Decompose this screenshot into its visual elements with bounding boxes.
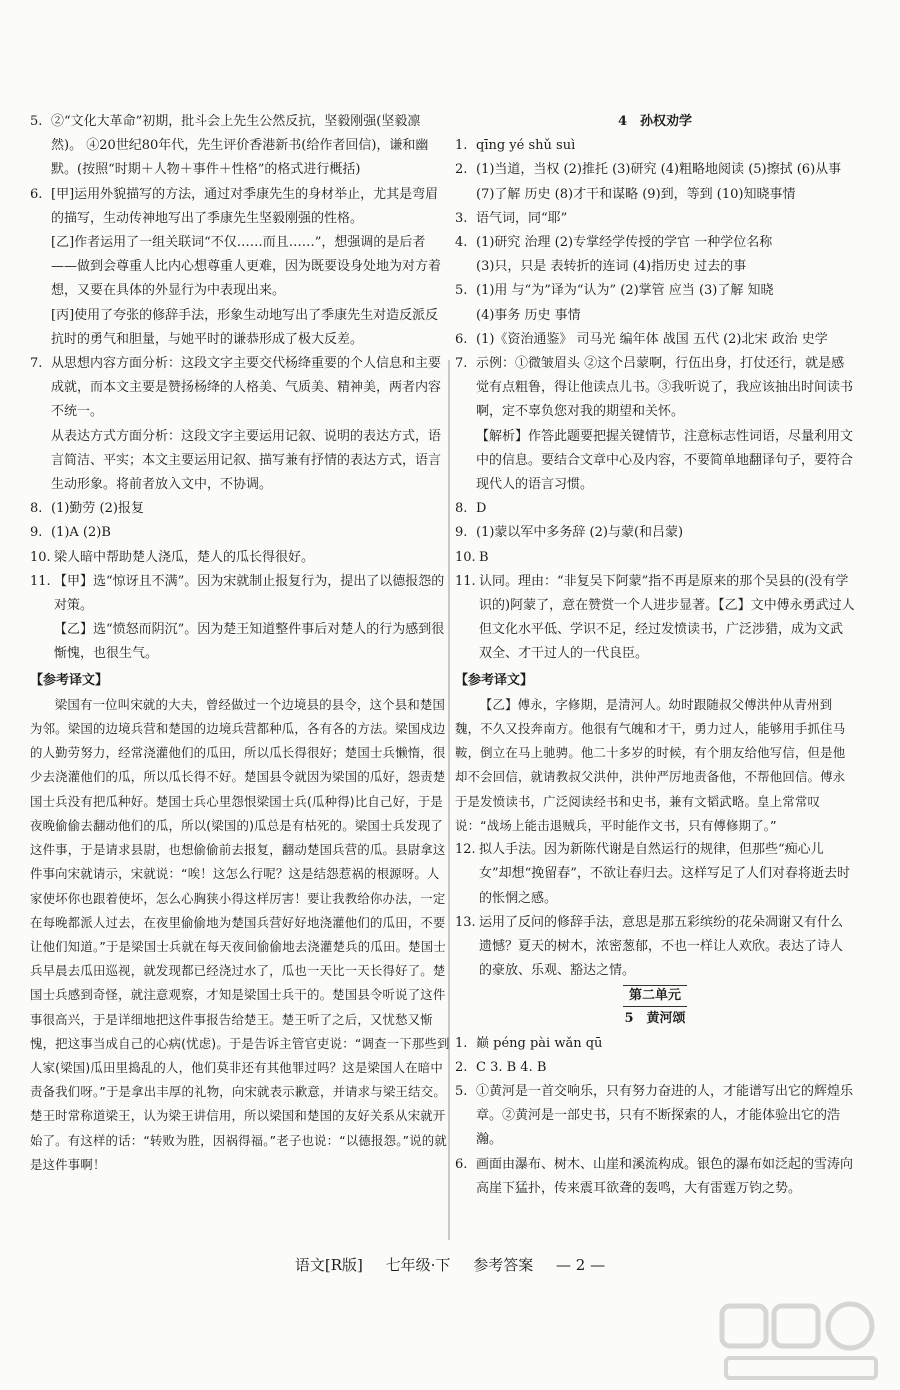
answer-line: (1)用 与“为”译为“认为” (2)掌管 应当 (3)了解 知晓 (476, 283, 774, 299)
answer-body (476, 279, 855, 327)
column-divider (448, 360, 450, 1240)
answer-item (455, 1153, 855, 1201)
answer-number: 2. (455, 1059, 468, 1075)
answer-item (455, 352, 855, 497)
answer-body (51, 497, 450, 521)
answer-number: 2. (455, 162, 468, 178)
answer-line: 拟人手法。因为新陈代谢是自然运行的规律，但那些“痴心儿女”却想“挽留春”，不欲让春归去。这样写足了人们对春将逝去时的怅惘之感。 (479, 842, 850, 906)
answer-body (479, 546, 855, 570)
answer-line: (1)《资治通鉴》 司马光 编年体 战国 五代 (2)北宋 政治 史学 (476, 331, 828, 347)
answer-item (30, 352, 450, 497)
answer-line: (1)当道，当权 (2)推托 (3)研究 (4)粗略地阅读 (5)擦拭 (6)从事 (7)了解 历史 (8)才干和谋略 (9)到，等到 (10)知晓事情 (476, 162, 842, 202)
answer-number: 6. (30, 186, 43, 202)
reference-translation-title: 【参考译文】 (455, 672, 534, 688)
answer-item (455, 546, 855, 570)
answer-item (455, 207, 855, 231)
answer-line: ①黄河是一首交响乐，只有努力奋进的人，才能谱写出它的辉煌乐章。②黄河是一部史书，只有不断探索的人，才能体验出它的浩瀚。 (476, 1083, 854, 1148)
answer-body (476, 521, 855, 545)
answer-line: (1)蒙以军中多务辞 (2)与蒙(和吕蒙) (476, 525, 684, 541)
footer-grade: 七年级·下 (385, 1256, 451, 1274)
answer-item (455, 1032, 855, 1056)
answer-body (476, 328, 855, 352)
answer-body (476, 134, 855, 158)
answer-item (455, 279, 855, 327)
answer-line: 认同。理由：“非复吴下阿蒙”指不再是原来的那个吴县的(没有学识的)阿蒙了，意在赞赏一个人进步显著。【乙】文中傅永勇武过人但文化水平低、学识不足，经过发愤读书，广泛涉猎，成为文武双全、才干过人的一代良臣。 (479, 573, 855, 662)
page-footer (0, 1254, 900, 1275)
section-title: 4 孙权劝学 (617, 114, 693, 129)
answer-line: 示例：①微皱眉头 ②这个吕蒙啊，行伍出身，打仗还行，就是感觉有点粗鲁，得让他读点儿书。③我听说了，我应该抽出时间读书啊，定不辜负您对我的期望和关怀。 (476, 356, 854, 420)
answer-number: 13. (455, 914, 476, 930)
answer-line: 【解析】作答此题要把握关键情节，注意标志性词语，尽量利用文中的信息。要结合文章中心及内容，不要简单地翻译句子，要符合现代人的语言习惯。 (476, 428, 854, 493)
answer-body (54, 546, 450, 570)
answer-item (455, 497, 855, 521)
answer-line: 语气词，同“耶” (476, 210, 568, 226)
answer-line: C 3. B 4. B (476, 1059, 547, 1075)
answer-body (51, 183, 450, 352)
answer-body (476, 207, 855, 231)
answer-number: 6. (455, 331, 468, 347)
answer-item (455, 570, 855, 667)
answer-body (51, 352, 450, 497)
answer-number: 5. (455, 1083, 468, 1099)
answer-line: 梁人暗中帮助楚人浇瓜，楚人的瓜长得很好。 (54, 549, 315, 565)
answer-line: qīng yé shǔ suì (476, 138, 576, 154)
answer-line: [乙]作者运用了一组关联词“不仅……而且……”，想强调的是后者——做到会尊重人比内心想尊重人更难，因为既要设身处地为对方着想，又要在具体的外显行为中表现出来。 (51, 235, 442, 299)
answer-line: (3)只，只是 表转折的连词 (4)指历史 过去的事 (476, 259, 747, 275)
answer-item (455, 521, 855, 545)
answer-body (476, 352, 855, 497)
answer-line: (1)研究 治理 (2)专掌经学传授的学官 一种学位名称 (476, 235, 773, 251)
answer-number: 7. (30, 356, 43, 372)
answer-item (30, 497, 450, 521)
answer-number: 9. (30, 525, 43, 541)
answer-number: 10. (455, 549, 476, 565)
answer-line: (1)A (2)B (51, 525, 111, 541)
answer-number: 5. (455, 283, 468, 299)
unit-title-wrap (455, 985, 855, 1007)
answer-body (476, 1032, 855, 1056)
answer-line: 从表达方式方面分析：这段文字主要运用记叙、说明的表达方式，语言简洁、平实；本文主要运用记叙、描写兼有抒情的表达方式，语言生动形象。将前者放入文中，不协调。 (51, 428, 442, 493)
reference-translation-text: 【乙】傅永，字修期，是清河人。幼时跟随叔父傅洪仲从青州到魏，不久又投奔南方。他很有气魄和才干，勇力过人，能够用手抓住马鞍，倒立在马上驰骋。他二十多岁的时候，有个朋友给他写信，但是他却不会回信，就请教叔父洪仲，洪仲严厉地责备他，不帮他回信。傅永于是发愤读书，广泛阅读经书和史书，兼有文韬武略。皇上常常叹说：“战场上能击退贼兵，平时能作文书，只有傅修期了。” (455, 696, 846, 833)
answer-number: 6. (455, 1156, 468, 1172)
answer-body (476, 1056, 855, 1080)
answer-number: 1. (455, 138, 468, 154)
answer-item (30, 110, 450, 183)
answer-line: ②“文化大革命”初期，批斗会上先生公然反抗，坚毅刚强(坚毅凛然)。 ④20世纪80年代，先生评价香港新书(给作者回信)，谦和幽默。(按照“时期＋人物＋事件＋性格”的格式进行概括) (51, 114, 429, 178)
answer-body (476, 231, 855, 279)
answer-number: 11. (455, 573, 476, 589)
answer-body (476, 1080, 855, 1153)
answer-body (476, 158, 855, 206)
footer-subject: 语文[R版] (294, 1256, 363, 1274)
answer-number: 11. (30, 573, 51, 589)
answer-line: D (476, 501, 487, 517)
answer-line: (4)事务 历史 事情 (476, 307, 581, 323)
unit-title: 第二单元 (623, 985, 687, 1007)
answer-line: [甲]运用外貌描写的方法，通过对季康先生的身材举止，尤其是弯眉的描写，生动传神地写出了季康先生坚毅刚强的性格。 (51, 186, 439, 226)
answer-line: 巅 péng pài wǎn qū (476, 1035, 603, 1051)
answer-item (30, 546, 450, 570)
answer-item (455, 231, 855, 279)
answer-body (479, 838, 855, 911)
answer-item (455, 158, 855, 206)
answer-line: 从思想内容方面分析：这段文字主要交代杨绛重要的个人信息和主要成就，而本文主要是赞扬杨绛的人格美、气质美、精神美，两者内容不统一。 (51, 356, 442, 420)
answer-item (455, 1056, 855, 1080)
right-column (455, 110, 855, 1201)
answer-body (51, 521, 450, 545)
answer-item (455, 134, 855, 158)
answer-number: 8. (30, 501, 43, 517)
footer-label: 参考答案 (473, 1256, 534, 1274)
reference-translation-text: 梁国有一位叫宋就的大夫，曾经做过一个边境县的县令，这个县和楚国为邻。梁国的边境兵营和楚国的边境兵营都种瓜，各有各的方法。梁国戍边的人勤劳努力，经常浇灌他们的瓜田，所以瓜长得很好；楚国士兵懒惰，很少去浇灌他们的瓜，所以瓜长得不好。楚国县令就因为梁国的瓜好，怨责楚国士兵没有把瓜种好。楚国士兵心里怨恨梁国士兵(瓜种得)比自己好，于是夜晚偷偷去翻动他们的瓜，所以(梁国的)瓜总是有枯死的。梁国士兵发现了这件事，于是请求县尉，也想偷偷前去报复，翻动楚国兵营的瓜。县尉拿这件事向宋就请示，宋就说：“唉！这怎么行呢？这是结怨惹祸的根源呀。人家使坏你也跟着使坏，怎么心胸狭小得这样厉害！要让我教给你办法，一定在每晚都派人过去，在夜里偷偷地为楚国兵营好好地浇灌他们的瓜田，不要让他们知道。”于是梁国士兵就在每天夜间偷偷地去浇灌楚兵的瓜田。楚国士兵早晨去瓜田巡视，就发现都已经浇过水了，瓜也一天比一天长得好了。楚国士兵感到奇怪，就注意观察，才知是梁国士兵干的。楚国县令听说了这件事很高兴，于是详细地把这件事报告给楚王。楚王听了之后，又忧愁又惭愧，把这事当成自己的心病(忧虑)。于是告诉主管官吏说：“调查一下那些到人家(梁国)瓜田里捣乱的人，他们莫非还有其他罪过吗？这是梁国人在暗中责备我们呀。”于是拿出丰厚的礼物，向宋就表示歉意，并请求与梁王结交。楚王时常称道梁王，认为梁王讲信用，所以梁国和楚国的友好关系从宋就开始了。有这样的话：“转败为胜，因祸得福。”老子也说：“以德报怨。”说的就是这件事啊！ (30, 696, 450, 1172)
answer-number: 10. (30, 549, 51, 565)
answer-item (455, 328, 855, 352)
page-number: — 2 — (556, 1256, 606, 1274)
watermark-logo-icon (718, 1300, 888, 1384)
answer-line: B (479, 549, 489, 565)
answer-line: 运用了反问的修辞手法，意思是那五彩缤纷的花朵凋谢又有什么遗憾？夏天的树木，浓密葱郁，不也一样让人欢欣。表达了诗人的豪放、乐观、豁达之情。 (479, 914, 844, 979)
answer-number: 5. (30, 114, 43, 129)
reference-translation-title: 【参考译文】 (30, 672, 109, 688)
answer-item (30, 521, 450, 545)
answer-item (455, 1080, 855, 1153)
answer-line: [丙]使用了夸张的修辞手法，形象生动地写出了季康先生对造反派反抗时的勇气和胆量，与她平时的谦恭形成了极大反差。 (51, 307, 439, 347)
left-column (30, 110, 450, 1177)
section-title: 5 黄河颂 (624, 1011, 686, 1027)
answer-body (479, 570, 855, 667)
answer-item (455, 911, 855, 984)
answer-number: 3. (455, 210, 468, 226)
answer-line: 【甲】选“惊讶且不满”。因为宋就制止报复行为，提出了以德报怨的对策。 (54, 573, 445, 614)
answer-body (54, 570, 450, 667)
answer-number: 9. (455, 525, 468, 541)
answer-item (30, 570, 450, 667)
answer-number: 1. (455, 1035, 468, 1051)
answer-body (476, 1153, 855, 1201)
answer-line: (1)勤劳 (2)报复 (51, 501, 144, 517)
answer-number: 8. (455, 501, 468, 517)
answer-number: 12. (455, 842, 476, 858)
answer-item (455, 838, 855, 911)
answer-body (51, 110, 450, 183)
answer-number: 4. (455, 235, 468, 251)
answer-line: 画面由瀑布、树木、山崖和溪流构成。银色的瀑布如泛起的雪涛向高崖下猛扑，传来震耳欲聋的轰鸣，大有雷霆万钧之势。 (476, 1156, 854, 1196)
answer-number: 7. (455, 356, 468, 372)
answer-body (479, 911, 855, 984)
answer-item (30, 183, 450, 352)
answer-body (476, 497, 855, 521)
answer-line: 【乙】选“愤怒而阴沉”。因为楚王知道整件事后对楚人的行为感到很惭愧，也很生气。 (54, 622, 445, 662)
